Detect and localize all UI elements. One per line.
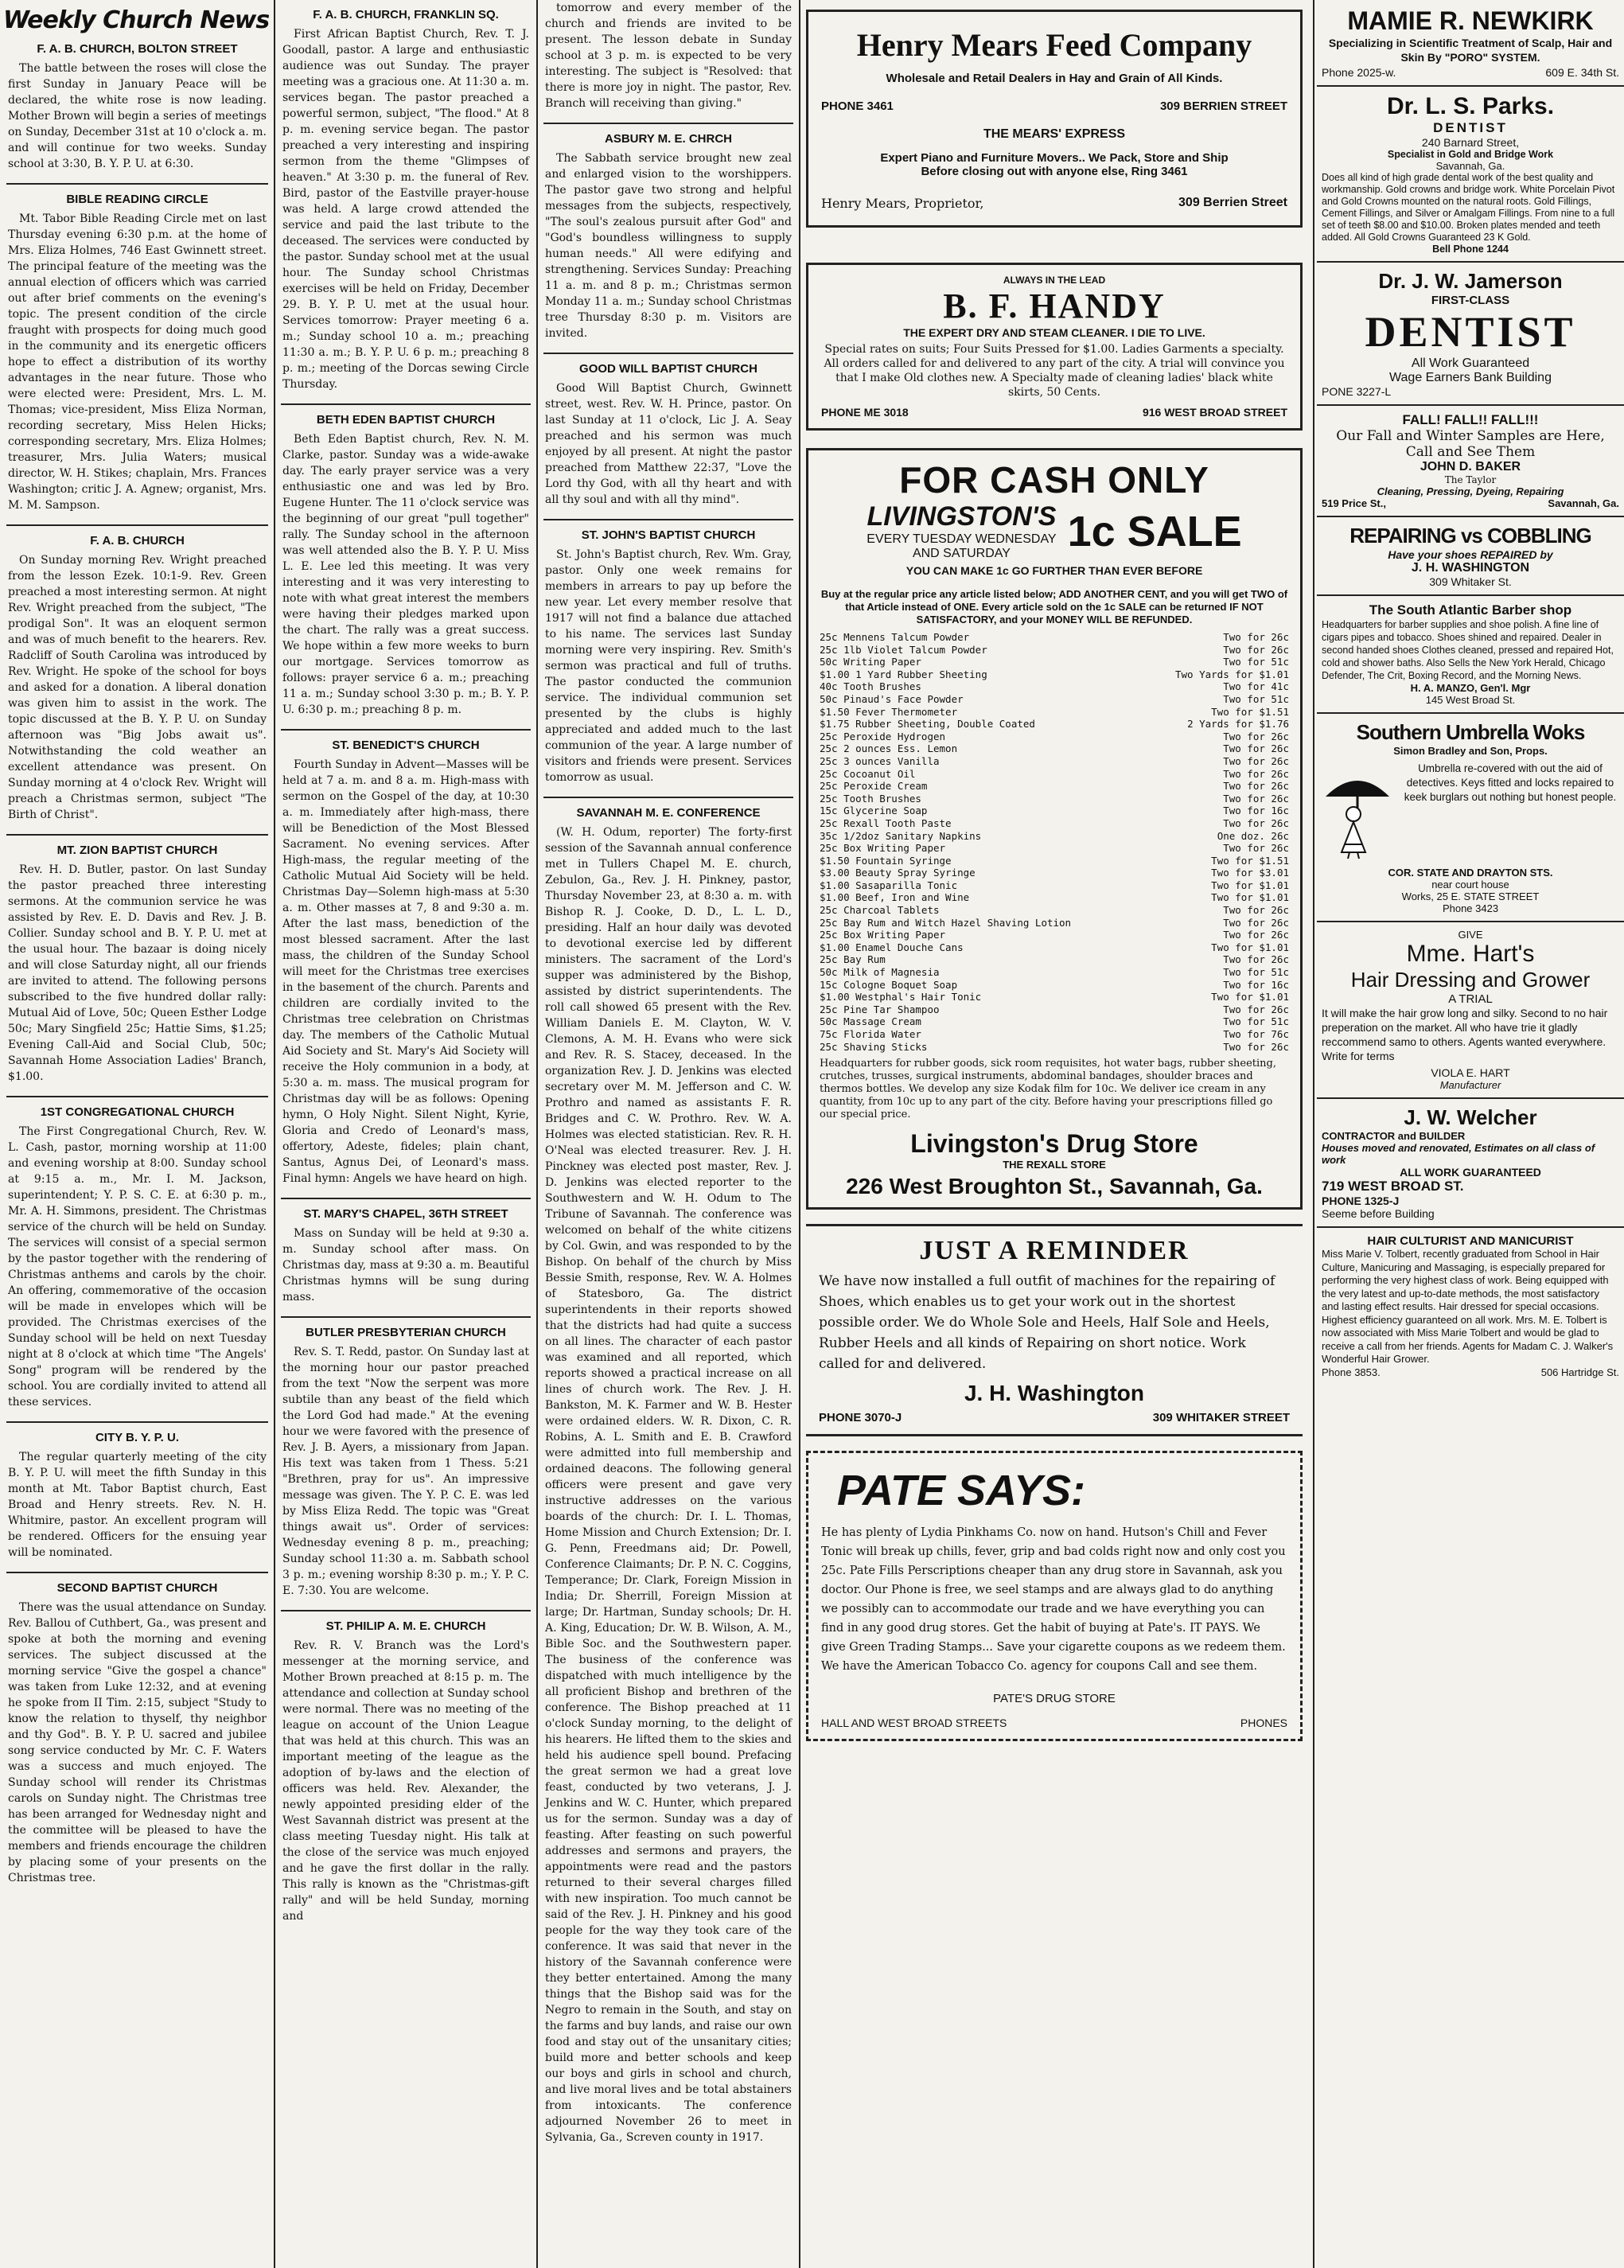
article-headline: MT. ZION BAPTIST CHURCH	[56, 844, 218, 857]
baker-text: Our Fall and Winter Samples are Here, Call and See Them	[1336, 428, 1605, 460]
price-list	[820, 631, 1289, 1053]
jamerson-first: FIRST-CLASS	[1431, 294, 1510, 307]
price-item-name: $1.00 Westphal's Hair Tonic	[820, 991, 982, 1003]
article	[8, 42, 267, 172]
price-item	[820, 1028, 1289, 1041]
mears-prop-addr: 309 Berrien Street	[1178, 196, 1287, 209]
price-item-name: 25c Mennens Talcum Powder	[820, 631, 970, 643]
welcher-name: J. W. Welcher	[1404, 1105, 1537, 1129]
article	[545, 0, 792, 111]
price-item	[820, 631, 1289, 644]
parks-city: Savannah, Ga.	[1435, 160, 1505, 172]
price-item-name: $1.00 Sasaparilla Tonic	[820, 879, 958, 891]
price-item	[820, 755, 1289, 768]
article-headline: F. A. B. CHURCH, BOLTON STREET	[37, 42, 238, 56]
price-item-name: $1.00 Beef, Iron and Wine	[820, 891, 970, 904]
mears-title: Henry Mears Feed Company	[856, 27, 1252, 63]
article-body: Rev. H. D. Butler, pastor. On last Sunday the pastor preached three interesting sermons. At the communion service he was assisted by Rev. E. D. Davis and Rev. J. B. Collier. Sunday school and B. Y. P. U. met at the usual hour. The bazaar is doing nicely and will close Saturday night, all our friends are invited to attend. The following persons subscribed to the five hundred dollar rally: Mutual Aid of Love, 50c; Queen Esther Lodge 50c; Mary Singfield 25c; Hattie Sims, $1.25; Evening Call-Aid and Social Club, 50c; Savannah Home Association Ladies' Branch, $1.00.	[8, 863, 267, 1083]
welcher-note: Seeme before Building	[1322, 1207, 1435, 1220]
hart-title: Hair Dressing and Grower	[1350, 968, 1591, 992]
article-headline: BETH EDEN BAPTIST CHURCH	[316, 413, 496, 427]
reminder-name: J. H. Washington	[964, 1381, 1145, 1406]
article-body: On Sunday morning Rev. Wright preached from the lesson Ezek. 10:1-9. Rev. Green preached a most interesting sermon. At night Rev. Wright preached from the subject, "The prodigal Son". It was an eloquent sermon and was of much benefit to the hearers. Rev. Radcliff of South Carolina was introduced by Rev. Wright. He spoke of the school for boys and asked for a donation. A liberal donation was given him to assist in the work. The topic discussed at the B. Y. P. U. on Sunday afternoon was "Big Jobs await us". Notwithstanding the cold weather an excellent attendance was present. On Sunday morning at 4 o'clock Rev. Wright will preach a Christmas sermon, subject "The Birth of Christ".	[8, 554, 267, 821]
price-item	[820, 817, 1289, 830]
pate-phones: PHONES	[1240, 1717, 1287, 1730]
mears-phone: PHONE 3461	[821, 99, 894, 113]
jamerson-title: DENTIST	[1365, 308, 1576, 356]
jamerson-guar: All Work Guaranteed	[1411, 357, 1530, 370]
price-item	[820, 656, 1289, 668]
price-item-offer: Two for 26c	[1223, 754, 1289, 767]
welcher-text: Houses moved and renovated, Estimates on all class of work	[1322, 1142, 1595, 1166]
price-item-offer: Two for 26c	[1223, 730, 1289, 742]
price-item	[820, 693, 1289, 706]
price-item-name: $3.00 Beauty Spray Syringe	[820, 867, 976, 879]
article	[282, 738, 529, 1187]
price-item-offer: Two for 26c	[1223, 904, 1289, 917]
handy-tag: THE EXPERT DRY AND STEAM CLEANER. I DIE TO LIVE.	[903, 326, 1205, 339]
price-item-offer: Two for 26c	[1223, 792, 1289, 805]
price-item	[820, 1041, 1289, 1054]
price-item	[820, 991, 1289, 1003]
article	[8, 844, 267, 1085]
price-item-name: 25c Box Writing Paper	[820, 929, 946, 941]
article-headline: ST. JOHN'S BAPTIST CHURCH	[581, 528, 756, 542]
price-item	[820, 706, 1289, 719]
price-item-name: 25c Bay Rum and Witch Hazel Shaving Lotion	[820, 916, 1072, 929]
newkirk-addr: 609 E. 34th St.	[1545, 66, 1619, 79]
divider	[281, 1316, 531, 1318]
umbrella-phone: Phone 3423	[1442, 902, 1499, 914]
price-item-name: 25c Peroxide Hydrogen	[820, 730, 946, 742]
divider	[6, 183, 268, 185]
article-headline: SAVANNAH M. E. CONFERENCE	[576, 806, 761, 820]
pate-store: PATE'S DRUG STORE	[993, 1692, 1116, 1706]
newkirk-ad	[1317, 0, 1624, 87]
welcher-addr: 719 WEST BROAD ST.	[1322, 1179, 1464, 1194]
umbrella-ad	[1317, 714, 1624, 922]
welcher-guar: ALL WORK GUARANTEED	[1400, 1166, 1541, 1179]
article-body: The regular quarterly meeting of the city B. Y. P. U. will meet the fifth Sunday in this month at Mt. Tabor Baptist church, East Broad and Henry streets. Rev. N. H. Whitmire, pastor. An excellent program will be rendered. Officers for the ensuing year will be nominated.	[8, 1451, 267, 1559]
hart-ad	[1317, 922, 1624, 1099]
price-item	[820, 966, 1289, 979]
article	[545, 132, 792, 341]
article-body: Beth Eden Baptist church, Rev. N. M. Clarke, pastor. Sunday was a wide-awake day. The early prayer service was a very enthusiastic one and was led by Bro. Eugene Hunter. The 11 o'clock service was the beginning of our great "pull together" rally. The Sunday school in the afternoon was well attended also the B. Y. P. U. Miss L. E. Lee led this meeting. It was very interesting and it was very interesting to note with what great interest the members were having their pledges marked upon the chart. The rally was a great success. We hope within a few more weeks to burn our mortgage. Services tomorrow as follows: prayer service 6 a. m.; preaching 11 a. m.; Sunday school 3:30 p. m.; B. Y. P. U. 6:30 p. m.; preaching 8 p. m.	[282, 433, 529, 716]
umbrella-text: Umbrella re-covered with out the aid of detectives. Keys fitted and locks repaired to keek burglars out nothing but honest people.	[1404, 762, 1617, 803]
livingston-rexall: THE REXALL STORE	[1003, 1159, 1106, 1171]
price-item-name: 25c Shaving Sticks	[820, 1040, 928, 1053]
price-item	[820, 731, 1289, 743]
livingston-footer: Headquarters for rubber goods, sick room requisites, hot water bags, rubber sheeting, crutches, trusses, surgical instruments, abdominal bandages, shoulder braces and thermos bottles. We develop any size Kodak film for 10c. We deliver ice cream in any quantity, from 10c up to any part of the city. Before having your prescriptions filled go our special price.	[820, 1058, 1277, 1121]
article	[8, 193, 267, 513]
price-item	[820, 879, 1289, 892]
price-item-name: $1.50 Fever Thermometer	[820, 705, 958, 718]
article	[8, 1105, 267, 1410]
price-item	[820, 780, 1289, 793]
price-item	[820, 855, 1289, 867]
price-item-offer: Two for $1.51	[1211, 705, 1289, 718]
price-item-name: 25c Peroxide Cream	[820, 780, 928, 793]
price-item-name: 25c Rexall Tooth Paste	[820, 816, 952, 829]
column-3-articles	[537, 0, 800, 2145]
price-item	[820, 929, 1289, 941]
price-item-name: 35c 1/2doz Sanitary Napkins	[820, 829, 982, 842]
article-body: The battle between the roses will close the first Sunday in January Peace will be declared, the white rose is now leading. Mother Brown will begin a series of meetings on Sunday, December 31st at 10 o'clock a. m. and will continue for two weeks. Sunday school at 3:30, B. Y. P. U. at 6:30.	[8, 62, 267, 170]
livingston-ad	[806, 448, 1303, 1210]
price-item-name: 40c Tooth Brushes	[820, 680, 921, 693]
column-2	[275, 0, 537, 1935]
price-item-offer: Two for $1.01	[1211, 891, 1289, 904]
divider	[6, 834, 268, 836]
newkirk-text: Specializing in Scientific Treatment of Scalp, Hair and Skin By "PORO" SYSTEM.	[1328, 37, 1613, 64]
reminder-phone: PHONE 3070-J	[819, 1411, 902, 1425]
jamerson-ad	[1317, 263, 1624, 406]
price-item-name: 25c 1lb Violet Talcum Powder	[820, 643, 987, 656]
article-headline: ST. PHILIP A. M. E. CHURCH	[325, 1619, 486, 1633]
price-item-name: 25c Cocoanut Oil	[820, 767, 916, 780]
livingston-intro: Buy at the regular price any article listed below; ADD ANOTHER CENT, and you will get TWO of that Article instead of ONE. Every article sold on the 1c SALE can be returned IF NOT SATISFACTORY, and your MONEY WILL BE REFUNDED.	[820, 588, 1288, 625]
article	[8, 534, 267, 823]
article	[545, 528, 792, 785]
article-body: The Sabbath service brought new zeal and enlarged vision to the worshippers. The pastor gave two strong and helpful messages from the subjects, respectively, "The soul's zealous pursuit after God" and "God's boundless willingness to supply human needs." All were edifying and strengthening. Services Sunday: Preaching 11 a. m. and 8 p. m.; Christmas sermon Monday 11 a. m.; Sunday school Christmas tree Thursday 8:30 p. m. Visitors are invited.	[545, 152, 792, 340]
price-item-offer: Two for $1.01	[1211, 941, 1289, 953]
divider	[281, 403, 531, 405]
article-body: First African Baptist Church, Rev. T. J. Goodall, pastor. A large and enthusiastic audience was out Sunday. The prayer meeting was a gracious one. At 11:30 a. m. services began. The pastor preached a powerful sermon, subject, "The flood." At 8 p. m. evening service began. The pastor preached a very interesting and inspiring sermon from the theme "Glimpses of heaven." At 3:30 p. m. the funeral of Rev. Bird, pastor of the Eastville prayer-house was held. A large crowd attended the service and paid the last tribute to the deceased. The services were conducted by the pastor. Sunday school met at the usual hour. The Sunday school Christmas exercises will be held on Friday, December 29. B. Y. P. U. met at the usual hour. Services tomorrow: Prayer meeting 6 a. m.; Sunday school 10 a. m.; preaching 11:30 a. m.; B. Y. P. U. 6 p. m.; preaching 8 p. m.; meeting of the Dorcas sewing Circle Thursday.	[282, 28, 529, 391]
umbrella-works: Works, 25 E. STATE STREET	[1401, 890, 1540, 902]
article-body: (W. H. Odum, reporter) The forty-first session of the Savannah annual conference met in Tullers Chapel M. E. church, Zebulon, Ga., Rev. J. H. Pinkney, pastor, Thursday November 23, at 8:30 a. m. with Bishop R. J. Cooke, D. D., L. L. D., presiding. Half an hour daily was devoted to devotional exercise led by different ministers. The sacrament of the Lord's supper was administered by the Bishop, assisted by district superintendents. The roll call showed 65 present with the Rev. William Daniels E. M. Clayton, W. V. Clemons, A. M. H. Evans who were sick and Rev. R. S. Stacey, deceased. In the organization Rev. J. D. Jenkins was elected secretary over M. M. Jefferson and C. W. Prothro and named as assistants F. R. Bridges and C. W. Prothro. Rev. W. A. Holmes was elected statistician. Rev. R. H. O'Neal was elected treasurer. Rev. J. H. Pinckney was elected post master, Rev. J. D. Jenkins was elected reporter to the Southwestern and W. H. Odum to The Tribune of Savannah. The conference was welcomed on behalf of the white citizens by Col. Gwin, and was responded to by the Bishop. On behalf of the church by Miss Bessie Smith, response, Rev. W. A. Holmes of Statesboro, Ga. The district superintendents in their reports showed that the districts had had quite a success on all lines. The character of each pastor was examined and all reported, which reports showed a practical increase on all lines of church work. The Rev. J. H. Bankston, M. K. Farmer and W. B. Hester were ordained elders. W. R. Dixon, C. R. Robins, A. L. Smith and E. B. Crawford were admitted into full membership and ordained deacons. The following general officers were present and gave very instructive addresses on the various boards of the church: Dr. I. L. Thomas, Home Mission and Church Extension; Dr. I. G. Penn, Freedmans aid; Dr. Powell, Conference Claimants; Dr. P. N. C. Coggins, Temperance; Dr. Clark, Foreign Mission in India; Dr. Sherrill, Foreign Mission at large; Dr. Hartman, Sunday schools; Dr. H. A. King, Education; Dr. W. B. Wilson, A. M., Bible Soc. and the Southwestern paper. The business of the conference was dispatched with much intelligence by the all proficient Bishop and brethren of the conference. The Bishop preached at 11 o'clock Sunday morning, to the delight of his hearers. He lifted them to the skies and held his audience spell bound. Prefacing the great sermon we had a great love feast, conducted by two veterans, J. J. Jenkins and W. C. Hunter, which prepared us for the sermon. Sunday was a day of feasting. After feasting on such powerful addresses and sermons and prayers, the appointments were read and the pastors returned to their several charges filled with new inspiration. Too much cannot be said of the Rev. J. H. Pinkney and his good people for the way they took care of the conference. It was said that never in the history of the Savannah conference were they better entertained. Among the many things that the Bishop said was for the Negro to remain in the South, and stay on the farms and buy lands, and raise our own food and stay out of the unsanitary cities; build more and better schools and keep our boys and girls in school and church, and live moral lives and be total abstainers from intoxicants. The conference adjourned November 26 to meet in Sylvania, Ga., Screven county in 1917.	[545, 826, 792, 2144]
article	[282, 413, 529, 718]
price-item	[820, 768, 1289, 781]
article	[8, 1431, 267, 1561]
price-item	[820, 867, 1289, 879]
price-item-offer: Two for $3.01	[1211, 867, 1289, 879]
price-item-offer: Two for 26c	[1223, 767, 1289, 780]
article-body: tomorrow and every member of the church and friends are invited to be present. The lesson debate in Sunday school at 3 p. m. is expected to be very interesting. The subject is "Resolved: that there is more joy in night. The pastor, Rev. Branch will receiving than giving."	[545, 2, 792, 110]
jamerson-bldg: Wage Earners Bank Building	[1389, 371, 1552, 384]
jamerson-phone: PONE 3227-L	[1322, 385, 1392, 398]
welcher-title: CONTRACTOR and BUILDER	[1322, 1130, 1466, 1142]
hart-give: GIVE	[1458, 929, 1483, 941]
price-item-offer: Two for 41c	[1223, 680, 1289, 693]
repair-ad	[1317, 517, 1624, 596]
article-body: Rev. R. V. Branch was the Lord's messenger at the morning service, and Mother Brown preached at 8:15 p. m. The attendance and collection at Sunday school were normal. There was no meeting of the league on account of the Union League that was held at this church. This was an important meeting of the league as the adoption of by-laws and the election of officers was held. Rev. Alexander, the newly appointed presiding elder of the West Savannah district was present at the class meeting Tuesday night. His talk at the close of the service was much enjoyed and he gave the first dollar in the rally. This rally is known as the "Christmas-gift rally" and will be held Sunday, morning and	[282, 1639, 529, 1923]
handy-lead: ALWAYS IN THE LEAD	[1003, 275, 1106, 286]
umbrella-title: Southern Umbrella Woks	[1356, 720, 1585, 744]
repair-text: Have your shoes REPAIRED by	[1388, 548, 1553, 561]
mears-addr: 309 BERRIEN STREET	[1159, 99, 1287, 113]
parks-name: Dr. L. S. Parks.	[1386, 93, 1555, 119]
price-item-name: 25c Charcoal Tablets	[820, 904, 940, 917]
price-item	[820, 805, 1289, 817]
tolbert-addr: 506 Hartridge St.	[1540, 1366, 1619, 1378]
article	[282, 8, 529, 392]
article-body: There was the usual attendance on Sunday. Rev. Ballou of Cuthbert, Ga., was present and spoke at both the morning and evening services. The subject discussed at the morning service "Give the gospel a chance" was taken from Luke 12:32, and at evening he spoke from II Tim. 2:15, subject "Study to know the relation to thyself, thy neighbor and thy God". B. Y. P. U. sacred and jubilee song service conducted by Mr. C. F. Waters was a success and much enjoyed. The Sunday school will render its Christmas carols on Sunday night. The Christmas tree has been arranged for Wednesday night and the committee will be pleased to have the members and friends encourage the children by placing some of your presents on the Christmas tree.	[8, 1601, 267, 1884]
price-item	[820, 941, 1289, 954]
price-item-name: 25c 3 ounces Vanilla	[820, 754, 940, 767]
price-item-name: $1.75 Rubber Sheeting, Double Coated	[820, 718, 1035, 731]
price-item	[820, 904, 1289, 917]
mears-prop: Henry Mears, Proprietor,	[821, 196, 984, 211]
price-item-offer: Two for $1.51	[1211, 854, 1289, 867]
baker-services: Cleaning, Pressing, Dyeing, Repairing	[1377, 485, 1564, 497]
livingston-addr: 226 West Broughton St., Savannah, Ga.	[846, 1174, 1263, 1199]
divider	[6, 1096, 268, 1097]
price-item-offer: Two for 26c	[1223, 631, 1289, 643]
parks-spec: Specialist in Gold and Bridge Work	[1387, 149, 1554, 160]
article-headline: F. A. B. CHURCH, FRANKLIN SQ.	[313, 8, 499, 21]
umbrella-near: near court house	[1431, 879, 1509, 890]
pate-ad	[806, 1451, 1303, 1741]
article	[545, 362, 792, 508]
price-item-offer: Two for 26c	[1223, 742, 1289, 755]
price-item	[820, 979, 1289, 992]
article-headline: CITY B. Y. P. U.	[95, 1431, 180, 1444]
livingston-store: Livingston's Drug Store	[910, 1129, 1198, 1159]
price-item	[820, 668, 1289, 681]
column-3	[537, 0, 800, 2157]
tolbert-title: HAIR CULTURIST AND MANICURIST	[1367, 1234, 1574, 1248]
price-item-offer: Two for 26c	[1223, 953, 1289, 966]
livingston-further: YOU CAN MAKE 1c GO FURTHER THAN EVER BEFORE	[905, 564, 1203, 577]
price-item	[820, 1003, 1289, 1016]
livingston-head2: LIVINGSTON'S	[867, 501, 1057, 532]
price-item	[820, 917, 1289, 929]
price-item-offer: Two for 16c	[1223, 978, 1289, 991]
article-headline: BIBLE READING CIRCLE	[66, 193, 208, 206]
advertisements	[800, 0, 1309, 1751]
article	[8, 1581, 267, 1886]
price-item-name: 25c Pine Tar Shampoo	[820, 1003, 940, 1015]
price-item-offer: Two for 26c	[1223, 816, 1289, 829]
divider	[6, 524, 268, 526]
umbrella-girl-illustration	[1322, 765, 1393, 860]
divider	[543, 353, 793, 354]
price-item	[820, 793, 1289, 805]
article-headline: BUTLER PRESBYTERIAN CHURCH	[306, 1326, 506, 1339]
parks-title: DENTIST	[1433, 120, 1508, 135]
baker-city: Savannah, Ga.	[1548, 497, 1619, 509]
mears-ad	[806, 10, 1303, 228]
livingston-days2: AND SATURDAY	[912, 547, 1011, 560]
welcher-ad	[1317, 1099, 1624, 1228]
reminder-text: We have now installed a full outfit of machines for the repairing of Shoes, which enables us to get your work out in the shortest possible order. We do Whole Sole and Heels, Half Sole and Heels, Rubber Heels and all kinds of Repairing on short notice. Work called for and delivered.	[819, 1273, 1275, 1373]
barber-mgr: H. A. MANZO, Gen'l. Mgr	[1410, 682, 1531, 694]
tolbert-ad	[1317, 1228, 1624, 1385]
article-body: The First Congregational Church, Rev. W. L. Cash, pastor, morning worship at 11:00 and evening worship at 8:00. Sunday school at 9:15 a. m., Mr. I. M. Jackson, superintendent; Y. P. S. C. E. at 6:30 p. m., Mr. A. H. Simmons, president. The Christmas service of the church will be held on Sunday. The services will consist of a special sermon by the pastor together with the rendering of Christmas anthems and carols by the choir. An offering, commemorative of the occasion will be made in envelopes which will be provided. The Christmas exercises of the Sunday school will be held on next Tuesday night at 8 o'clock at which time "The Angels' Song" program will be rendered by the school. You are cordially invited to attend all these services.	[8, 1125, 267, 1409]
mears-sub: Wholesale and Retail Dealers in Hay and Grain of All Kinds.	[886, 72, 1223, 85]
barber-ad	[1317, 596, 1624, 714]
column-1-articles	[0, 42, 275, 1886]
price-item	[820, 742, 1289, 755]
price-item-offer: Two for 51c	[1223, 656, 1289, 668]
baker-fall: FALL! FALL!! FALL!!!	[1402, 412, 1539, 427]
price-item	[820, 644, 1289, 657]
article-headline: ASBURY M. E. CHRCH	[604, 132, 732, 146]
handy-text: Special rates on suits; Four Suits Pressed for $1.00. Ladies Garments a specialty. All orders called for and delivered to any part of the city. A trial will convince you that I make Old clothes new. A Specialty made of cleaning ladies' black white skirts, 50 Cents.	[824, 343, 1285, 399]
price-item-name: 25c Box Writing Paper	[820, 842, 946, 855]
price-item-name: $1.00 1 Yard Rubber Sheeting	[820, 668, 987, 680]
divider	[543, 123, 793, 124]
column-1	[0, 0, 275, 1897]
price-item-offer: Two for 26c	[1223, 916, 1289, 929]
mears-line1: Expert Piano and Furniture Movers.. We Pack, Store and Ship	[880, 151, 1229, 165]
price-item-name: 25c Tooth Brushes	[820, 792, 921, 805]
divider	[543, 519, 793, 520]
baker-sub: The Taylor	[1444, 474, 1497, 485]
price-item-offer: Two for 26c	[1223, 1003, 1289, 1015]
price-item-name: 15c Glycerine Soap	[820, 805, 928, 817]
baker-name: JOHN D. BAKER	[1420, 460, 1521, 473]
article-headline: 1ST CONGREGATIONAL CHURCH	[40, 1105, 235, 1119]
handy-phone: PHONE ME 3018	[821, 406, 909, 419]
divider	[281, 1198, 531, 1199]
article-body: Mass on Sunday will be held at 9:30 a. m. Sunday school after mass. On Christmas day, mass at 9:30 a. m. Beautiful Christmas hymns will be sung during mass.	[282, 1227, 529, 1304]
masthead: Weekly Church News	[3, 6, 270, 34]
price-item-offer: Two Yards for $1.01	[1175, 668, 1289, 680]
price-item	[820, 830, 1289, 843]
article	[282, 1619, 529, 1924]
price-item-offer: Two for 26c	[1223, 643, 1289, 656]
article-headline: ST. MARY'S CHAPEL, 36TH STREET	[303, 1207, 508, 1221]
price-item	[820, 842, 1289, 855]
price-item-name: 75c Florida Water	[820, 1028, 921, 1040]
reminder-ad	[806, 1224, 1303, 1436]
price-item-name: 50c Massage Cream	[820, 1015, 921, 1028]
livingston-days1: EVERY TUESDAY WEDNESDAY	[867, 532, 1057, 546]
article-body: Good Will Baptist Church, Gwinnett street, west. Rev. W. H. Prince, pastor. On last Sunday at 11 o'clock, Lic J. A. Seay preached and his sermon was much enjoyed by all present. At night the pastor preached from Matthew 22:37, "Love the Lord thy God, with all thy heart and with all thy soul and with all thy mind".	[545, 382, 792, 506]
mears-express: THE MEARS' EXPRESS	[983, 127, 1126, 141]
hart-trial: A TRIAL	[1448, 992, 1493, 1006]
welcher-phone: PHONE 1325-J	[1322, 1194, 1400, 1207]
price-item-name: 50c Pinaud's Face Powder	[820, 692, 964, 705]
repair-title: REPAIRING vs COBBLING	[1349, 524, 1591, 548]
livingston-sale: 1c SALE	[1067, 507, 1242, 555]
article-body: Rev. S. T. Redd, pastor. On Sunday last at the morning hour our pastor preached from the text "Now the serpent was more subtile than any beast of the field which the Lord God had made." At the evening hour we were favored with the presence of Rev. J. B. Ayers, a missionary from Japan. His text was taken from 1 Thess. 5:21 "Brethren, pray for us". An impressive message was given. The Y. P. C. E. was led by Miss Eliza Redd. The topic was "Great things await us". Order of services: Wednesday evening 8 p. m., preaching; Sunday school 11:30 a. m. Sabbath school 3 p. m.; evening worship 8:30 p. m.; Y. P. C. E. 7:30. You are welcome.	[282, 1346, 529, 1597]
baker-ad	[1317, 406, 1624, 517]
price-item-offer: Two for 26c	[1223, 1040, 1289, 1053]
price-item-offer: 2 Yards for $1.76	[1187, 718, 1289, 731]
parks-addr: 240 Barnard Street,	[1421, 136, 1520, 149]
price-item-name: 15c Cologne Boquet Soap	[820, 978, 958, 991]
divider	[281, 729, 531, 731]
price-item-offer: Two for 16c	[1223, 805, 1289, 817]
tolbert-text: Miss Marie V. Tolbert, recently graduated from School in Hair Culture, Manicuring and Massaging, is especially prepared for performing the very highest class of work. Being equipped with the very latest and up-to-date methods, the most satisfactory and lasting effect results. Hair dressed for special occasions. Highest efficiency guaranteed on all work. Mrs. M. E. Tolbert is now associated with Miss Marie Tolbert and would be glad to receive a call from her friends. Agents for Madam C. J. Walker's Wonderful Hair Grower.	[1322, 1248, 1614, 1365]
article	[545, 806, 792, 2145]
price-item-name: 25c 2 ounces Ess. Lemon	[820, 742, 958, 755]
divider	[6, 1421, 268, 1423]
hart-mfr: Manufacturer	[1439, 1079, 1501, 1091]
price-item-offer: Two for 51c	[1223, 692, 1289, 705]
article-body: Fourth Sunday in Advent—Masses will be held at 7 a. m. and 8 a. m. High-mass with sermon on the Gospel of the day, at 10:30 a. m. Immediately after high-mass, there will be Benediction of the Most Blessed Sacrament. No evening services. After High-mass, the regular meeting of the Catholic Mutual Aid Society will be held. Christmas Day—Solemn high-mass at 5:30 a. m. Other masses at 7, 8 and 9:30 a. m. After the last mass, benediction of the most blessed sacrament. After the last mass, the children of the Sunday School will meet for the Christmas tree exercises in the basement of the church. Parents and children are cordially invited to the Christmas tree celebration on Christmas day. The members of the Catholic Mutual Aid Society and St. Mary's Aid Society will receive the Holy communion in a body, at 5:30 a. m. mass. The musical program for Christmas day will be as follows: Opening hymn, O Holy Night. Silent Night, Kyrie, Gloria and Credo of Leonard's mass, offertory, Adeste, fideles; plain chant, Santus, Agnus Dei, of Leonard's mass. Final hymn: Angels we have heard on high.	[282, 758, 529, 1185]
price-item	[820, 953, 1289, 966]
column-2-articles	[275, 8, 537, 1924]
price-item	[820, 1015, 1289, 1028]
price-item-name: 50c Milk of Magnesia	[820, 966, 940, 979]
newkirk-phone: Phone 2025-w.	[1322, 66, 1396, 79]
price-item-offer: Two for $1.01	[1211, 879, 1289, 891]
article-headline: ST. BENEDICT'S CHURCH	[332, 738, 480, 752]
price-item-offer: Two for 26c	[1223, 780, 1289, 793]
barber-addr: 145 West Broad St.	[1425, 694, 1516, 706]
hart-text: It will make the hair grow long and silky. Second to no hair preperation on the market. All who have trie it gladly reccommend samo to others. Agents wanted everywhere. Write for terms	[1322, 1007, 1608, 1062]
divider	[281, 1610, 531, 1611]
handy-name: B. F. HANDY	[943, 286, 1166, 325]
pate-addr: HALL AND WEST BROAD STREETS	[821, 1717, 1007, 1730]
article-body: St. John's Baptist church, Rev. Wm. Gray, pastor. Only one week remains for members in arrears to pay up before the new year. Let every member resolve that 1917 will not find a balance due attached to his name. The services last Sunday morning were very inspiring. Rev. Smith's sermon was practical and full of truths. The pastor conducted the communion service. The individual communion set presented by the clubs is highly appreciated and added much to the last communion of the year. A large number of visitors and friends were present. Services tomorrow as usual.	[545, 548, 792, 784]
price-item-offer: One doz. 26c	[1217, 829, 1289, 842]
pate-title: PATE SAYS:	[837, 1467, 1086, 1515]
umbrella-props: Simon Bradley and Son, Props.	[1393, 745, 1548, 757]
article-body: Mt. Tabor Bible Reading Circle met on last Thursday evening 6:30 p.m. at the home of Mrs. Eliza Holmes, 746 East Gwinnett street. The principal feature of the meeting was the annual election of officers which was carried out after brief comments on the evening's topic. The present condition of the circle fraught with prospects for doing much good in the community and its energetic officers hope to effect a distribution of its worthy advantages in the near future. Those who were elected were: President, Mrs. L. M. Thomas; vice-president, Miss Eliza Norman, recording secretary, Miss Helen Hicks; corresponding secretary, Mrs. Eliza Holmes; treasurer, Mrs. Julia Waters; musical director, W. H. Stikes; chaplain, Mrs. Frances Washington; critic J. A. Agnew; organist, Mrs. M. M. Sampson.	[8, 212, 267, 512]
price-item	[820, 718, 1289, 731]
repair-name: J. H. WASHINGTON	[1411, 561, 1530, 575]
barber-text: Headquarters for barber supplies and shoe polish. A fine line of cigars pipes and tobacco. Shoes shined and repaired. Dealer in second handed shoes Clothes cleaned, pressed and repaired Hot, cold and shower baths. Also Sells the New York Herald, Chicago Defender, The Crit, Boxing Record, and the Morning News.	[1322, 619, 1614, 681]
livingston-head1: FOR CASH ONLY	[899, 459, 1209, 501]
repair-addr: 309 Whitaker St.	[1429, 575, 1512, 588]
divider	[543, 797, 793, 798]
article-headline: GOOD WILL BAPTIST CHURCH	[579, 362, 757, 376]
price-item-offer: Two for 51c	[1223, 966, 1289, 979]
article	[282, 1326, 529, 1599]
price-item-name: $1.50 Fountain Syringe	[820, 854, 952, 867]
reminder-addr: 309 WHITAKER STREET	[1152, 1411, 1290, 1425]
tolbert-phone: Phone 3853.	[1322, 1366, 1381, 1378]
parks-ad	[1317, 87, 1624, 263]
handy-addr: 916 WEST BROAD STREET	[1142, 406, 1287, 419]
price-item-offer: Two for 76c	[1223, 1028, 1289, 1040]
barber-title: The South Atlantic Barber shop	[1369, 602, 1572, 618]
baker-addr: 519 Price St.,	[1322, 497, 1386, 509]
reminder-title: JUST A REMINDER	[919, 1236, 1190, 1266]
column-right	[1317, 0, 1624, 1385]
article	[282, 1207, 529, 1305]
price-item-offer: Two for 51c	[1223, 1015, 1289, 1028]
price-item	[820, 891, 1289, 904]
parks-text: Does all kind of high grade dental work of the best quality and workmanship. Gold crowns and bridge work. White Porcelain Pivot and Gold Crowns mounted on the natural roots. Gold Fillings, Cement Fillings, and Silver or Amalgam Fillings. From nine to a full set of teeth $8.00 and $10.00. Broken plates mended and teeth added. All Gold Crowns Guaranteed 23 K Gold.	[1322, 172, 1615, 243]
price-item-name: $1.00 Enamel Douche Cans	[820, 941, 964, 953]
handy-ad	[806, 263, 1303, 431]
jamerson-name: Dr. J. W. Jamerson	[1378, 269, 1563, 293]
mears-line2: Before closing out with anyone else, Ring 3461	[921, 165, 1188, 178]
price-item-name: 50c Writing Paper	[820, 656, 921, 668]
price-item-name: 25c Bay Rum	[820, 953, 886, 966]
newkirk-name: MAMIE R. NEWKIRK	[1347, 6, 1594, 35]
price-item-offer: Two for $1.01	[1211, 991, 1289, 1003]
price-item	[820, 680, 1289, 693]
hart-sig: VIOLA E. HART	[1431, 1066, 1510, 1079]
article-headline: F. A. B. CHURCH	[90, 534, 185, 548]
price-item-offer: Two for 26c	[1223, 842, 1289, 855]
price-item-offer: Two for 26c	[1223, 929, 1289, 941]
hart-name: Mme. Hart's	[1406, 941, 1535, 967]
parks-phone: Bell Phone 1244	[1432, 244, 1509, 255]
divider	[6, 1572, 268, 1573]
umbrella-corner: COR. STATE AND DRAYTON STS.	[1388, 867, 1553, 879]
pate-text: He has plenty of Lydia Pinkhams Co. now on hand. Hutson's Chill and Fever Tonic will break up chills, fever, grip and bad colds right now and only cost you 25c. Pate Fills Perscriptions cheaper than any drug store in Savannah, ask you doctor. Our Phone is free, we seel stamps and are always glad to do anything we possibly can to accommodate our trade and we have everything you can find in any good drug stores. Get the habit of buying at Pate's. IT PAYS. We give Green Trading Stamps... Save your cigarette coupons as we redeem them. We have the American Tobacco Co. agency for coupons Call and see them.	[821, 1526, 1286, 1674]
article-headline: SECOND BAPTIST CHURCH	[56, 1581, 218, 1595]
